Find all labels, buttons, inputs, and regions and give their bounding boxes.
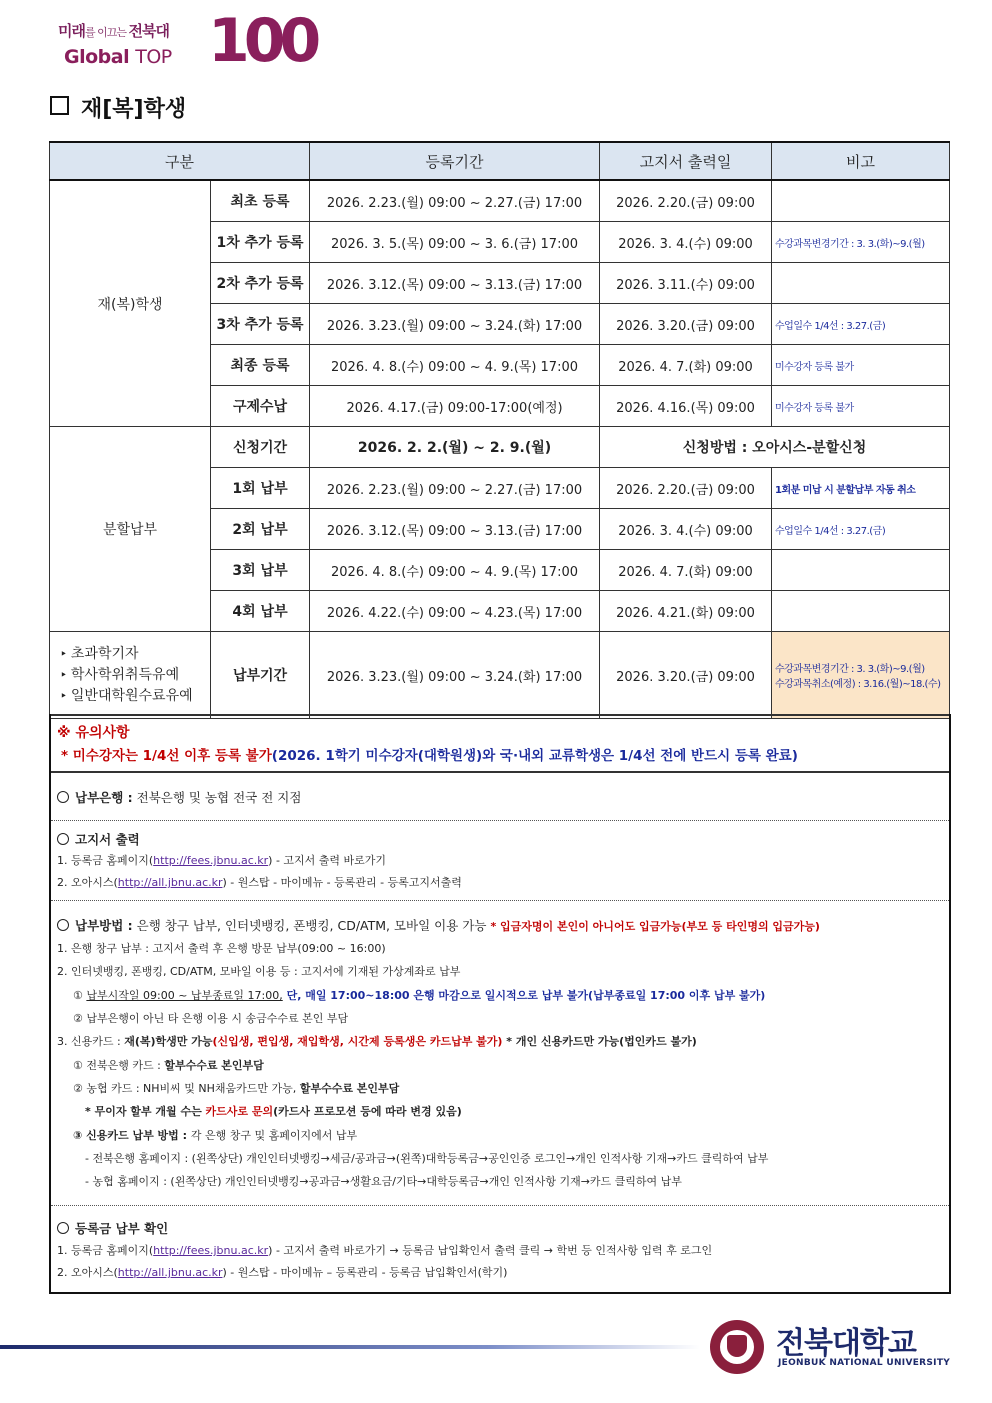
confirm-title [57, 1219, 168, 1237]
row-label: 1회 납부 [211, 468, 310, 509]
row-label: 3회 납부 [211, 550, 310, 591]
row-period: 2026. 3.12.(목) 09:00 ~ 3.13.(금) 17:00 [310, 263, 600, 304]
apply-method: 신청방법 : 오아시스-분할신청 [600, 427, 950, 468]
row-label: 구제수납 [211, 386, 310, 427]
circle-bullet-icon [57, 1222, 69, 1234]
row-issue: 2026. 3.20.(금) 09:00 [600, 304, 772, 345]
header-period: 등록기간 [310, 142, 600, 180]
method-line-1: 1. 은행 창구 납부 : 고지서 출력 후 은행 방문 납부(09:00 ~ 16:00) [57, 942, 386, 955]
page-title [50, 92, 186, 123]
table-header-row [50, 142, 950, 180]
bill-line-2 [57, 874, 462, 890]
row-label: 최종 등록 [211, 345, 310, 386]
confirm-line-2 [57, 1264, 507, 1280]
row-label: 신청기간 [211, 427, 310, 468]
list-item: ‣ 초과학기자 [60, 644, 210, 665]
row-label: 4회 납부 [211, 591, 310, 632]
group-label-installment: 분할납부 [50, 427, 211, 632]
confirm-title-text: 등록금 납부 확인 [75, 1221, 169, 1236]
schedule-table [49, 141, 950, 719]
checkbox-square-icon [50, 96, 69, 115]
circle-bullet-icon [57, 791, 69, 803]
circle-bullet-icon [57, 919, 69, 931]
text-span: ) - 원스탑 - 마이메뉴 – 등록관리 - 등록금 납입확인서(학기) [222, 1266, 508, 1279]
text-span: 1. 등록금 홈페이지( [57, 854, 154, 867]
row-period: 2026. 2.23.(월) 09:00 ~ 2.27.(금) 17:00 [310, 468, 600, 509]
row-issue: 2026. 4.16.(목) 09:00 [600, 386, 772, 427]
warning-title: ※ 유의사항 [57, 725, 130, 741]
warning-blue: (2026. 1학기 미수강자(대학원생)와 국·내외 교류학생은 1/4선 전에 반드시 등록 완료) [271, 748, 798, 764]
bank-text: 전북은행 및 농협 전국 전 지점 [132, 790, 302, 805]
method-line-2a [73, 987, 765, 1003]
table-row [50, 427, 950, 468]
header-issue-date: 고지서 출력일 [600, 142, 772, 180]
row-note: 미수강자 등록 불가 [772, 386, 950, 427]
row-label: 최초 등록 [211, 180, 310, 222]
row-label: 납부기간 [211, 632, 310, 719]
row-period: 2026. 3.23.(월) 09:00 ~ 3.24.(화) 17:00 [310, 304, 600, 345]
header-remarks: 비고 [772, 142, 950, 180]
notes-section [49, 714, 951, 1294]
slogan-logo [58, 6, 316, 76]
fees-link[interactable]: http://fees.jbnu.ac.kr [153, 1244, 269, 1257]
row-label: 3차 추가 등록 [211, 304, 310, 345]
row-issue: 2026. 3. 4.(수) 09:00 [600, 222, 772, 263]
row-period: 2026. 4. 8.(수) 09:00 ~ 4. 9.(목) 17:00 [310, 550, 600, 591]
row-period: 2026. 4.22.(수) 09:00 ~ 4.23.(목) 17:00 [310, 591, 600, 632]
group-label-returning: 재(복)학생 [50, 180, 211, 427]
row-label: 1차 추가 등록 [211, 222, 310, 263]
note-line: 수강과목변경기간 : 3. 3.(화)~9.(월) [775, 664, 925, 675]
row-issue: 2026. 3.20.(금) 09:00 [600, 632, 772, 719]
method-line-3 [57, 1033, 697, 1049]
row-issue: 2026. 2.20.(금) 09:00 [600, 180, 772, 222]
card-line-1 [73, 1057, 264, 1073]
list-item: ‣ 학사학위취득유예 [60, 665, 210, 686]
text-span: 카드사로 문의 [205, 1105, 274, 1118]
bill-title [57, 830, 140, 848]
text-span: 3. 신용카드 : [57, 1035, 125, 1048]
table-row [50, 180, 950, 222]
fees-link[interactable]: http://fees.jbnu.ac.kr [153, 854, 269, 867]
warning-text [61, 744, 798, 764]
row-note [772, 550, 950, 591]
card-line-4 [73, 1127, 357, 1143]
method-underlined: 납부시작일 09:00 ~ 납부종료일 17:00, [86, 989, 283, 1002]
text-span: 할부수수료 본인부담 [164, 1059, 264, 1072]
row-period: 2026. 3.23.(월) 09:00 ~ 3.24.(화) 17:00 [310, 632, 600, 719]
warning-red: * 미수강자는 1/4선 이후 등록 불가 [61, 748, 272, 764]
page-title-text: 재[복]학생 [81, 97, 187, 122]
bill-title-text: 고지서 출력 [75, 832, 140, 847]
text-span: * 무이자 할부 개월 수는 [85, 1105, 206, 1118]
row-period: 2026. 2.23.(월) 09:00 ~ 2.27.(금) 17:00 [310, 180, 600, 222]
university-name-ko: 전북대학교 [776, 1326, 916, 1361]
text-span: ) - 원스탑 - 마이메뉴 - 등록관리 - 등록고지서출력 [222, 876, 462, 889]
table-row [50, 632, 950, 719]
text-span: ① 전북은행 카드 : [73, 1059, 165, 1072]
text-span: 2. 오아시스( [57, 876, 118, 889]
slogan-main: 미래 [58, 22, 85, 40]
method-text: 은행 창구 납부, 인터넷뱅킹, 폰뱅킹, CD/ATM, 모바일 이용 가능 [132, 918, 491, 933]
row-issue: 2026. 3.11.(수) 09:00 [600, 263, 772, 304]
circle-bullet-icon [57, 833, 69, 845]
confirm-line-1 [57, 1242, 712, 1258]
row-label: 2회 납부 [211, 509, 310, 550]
row-note: 1회분 미납 시 분할납부 자동 취소 [772, 468, 950, 509]
slogan-mid: 를 이끄는 [84, 26, 129, 39]
row-label: 2차 추가 등록 [211, 263, 310, 304]
apply-period: 2026. 2. 2.(월) ~ 2. 9.(월) [310, 427, 600, 468]
university-logo [710, 1318, 950, 1378]
text-span: ) - 고지서 출력 바로가기 → 등록금 납입확인서 출력 클릭 → 학번 등 인적사항 입력 후 로그인 [268, 1244, 713, 1257]
oasis-link[interactable]: http://all.jbnu.ac.kr [117, 876, 223, 889]
text-span: 각 은행 창구 및 홈페이지에서 납부 [190, 1129, 358, 1142]
row-note: 수업일수 1/4선 : 3.27.(금) [772, 304, 950, 345]
row-issue: 2026. 2.20.(금) 09:00 [600, 468, 772, 509]
row-period: 2026. 4.17.(금) 09:00-17:00(예정) [310, 386, 600, 427]
text-span: (신입생, 편입생, 재입학생, 시간제 등록생은 카드납부 불가) [212, 1035, 503, 1048]
slogan-line [58, 20, 169, 41]
global-text: Global [64, 46, 130, 68]
text-span: (카드사 프로모션 등에 따라 변경 있음) [273, 1105, 462, 1118]
method-red: * 입금자명이 본인이 아니어도 입금가능(부모 등 타인명의 입금가능) [490, 920, 820, 933]
row-note [772, 263, 950, 304]
text-span: 2. 오아시스( [57, 1266, 118, 1279]
footer-bar [0, 1345, 700, 1349]
text-span: ③ 신용카드 납부 방법 : [73, 1129, 191, 1142]
method-line-2: 2. 인터넷뱅킹, 폰뱅킹, CD/ATM, 모바일 이용 등 : 고지서에 기재된 가상계좌로 납부 [57, 965, 461, 978]
logo-100: 100 [208, 6, 316, 76]
row-issue: 2026. 4. 7.(화) 09:00 [600, 345, 772, 386]
row-note: 미수강자 등록 불가 [772, 345, 950, 386]
row-note-highlighted [772, 632, 950, 719]
row-note: 수강과목변경기간 : 3. 3.(화)~9.(월) [772, 222, 950, 263]
row-period: 2026. 3. 5.(목) 09:00 ~ 3. 6.(금) 17:00 [310, 222, 600, 263]
top-text: TOP [135, 46, 172, 68]
method-blue: 단, 매일 17:00~18:00 은행 마감으로 일시적으로 납부 불가(납부종료일 17:00 이후 납부 불가) [282, 989, 766, 1002]
row-issue: 2026. 3. 4.(수) 09:00 [600, 509, 772, 550]
bill-line-1 [57, 852, 386, 868]
card-line-3 [85, 1103, 462, 1119]
special-students-list [50, 632, 211, 719]
num-marker: ① [73, 989, 83, 1002]
note-line: 수강과목취소(예정) : 3.16.(월)~18.(수) [775, 679, 941, 690]
university-seal-icon [710, 1320, 764, 1374]
text-span: * 개인 신용카드만 가능(법인카드 불가) [502, 1035, 697, 1048]
row-issue: 2026. 4. 7.(화) 09:00 [600, 550, 772, 591]
university-name-en: JEONBUK NATIONAL UNIVERSITY [778, 1358, 951, 1368]
text-span: ) - 고지서 출력 바로가기 [268, 854, 387, 867]
method-title [57, 916, 820, 934]
text-span: 할부수수료 본인부담 [299, 1082, 400, 1095]
row-issue: 2026. 4.21.(화) 09:00 [600, 591, 772, 632]
text-span: ② 농협 카드 : NH비씨 및 NH채움카드만 가능, [73, 1082, 300, 1095]
row-period: 2026. 4. 8.(수) 09:00 ~ 4. 9.(목) 17:00 [310, 345, 600, 386]
list-item: ‣ 일반대학원수료유예 [60, 686, 210, 707]
text-span: 재(복)학생만 가능 [124, 1035, 213, 1048]
header-category: 구분 [50, 142, 310, 180]
bank-label: 납부은행 : [75, 790, 133, 805]
global-top-line [64, 46, 172, 68]
bank-line [57, 788, 301, 806]
card-line-6: - 농협 홈페이지 : (왼쪽상단) 개인인터넷뱅킹→공과금→생활요금/기타→대학등록금→개인 인적사항 기재→카드 클릭하여 납부 [85, 1175, 682, 1188]
method-line-2b: ② 납부은행이 아닌 타 은행 이용 시 송금수수료 본인 부담 [73, 1012, 349, 1025]
text-span: 1. 등록금 홈페이지( [57, 1244, 154, 1257]
row-note [772, 591, 950, 632]
card-line-2 [73, 1080, 399, 1096]
oasis-link[interactable]: http://all.jbnu.ac.kr [117, 1266, 223, 1279]
row-note: 수업일수 1/4선 : 3.27.(금) [772, 509, 950, 550]
slogan-univ: 전북대 [128, 22, 169, 40]
row-period: 2026. 3.12.(목) 09:00 ~ 3.13.(금) 17:00 [310, 509, 600, 550]
row-note [772, 180, 950, 222]
method-label: 납부방법 : [75, 918, 133, 933]
card-line-5: - 전북은행 홈페이지 : (왼쪽상단) 개인인터넷뱅킹→세금/공과금→(왼쪽)대학등록금→공인인증 로그인→개인 인적사항 기재→카드 클릭하여 납부 [85, 1152, 769, 1165]
